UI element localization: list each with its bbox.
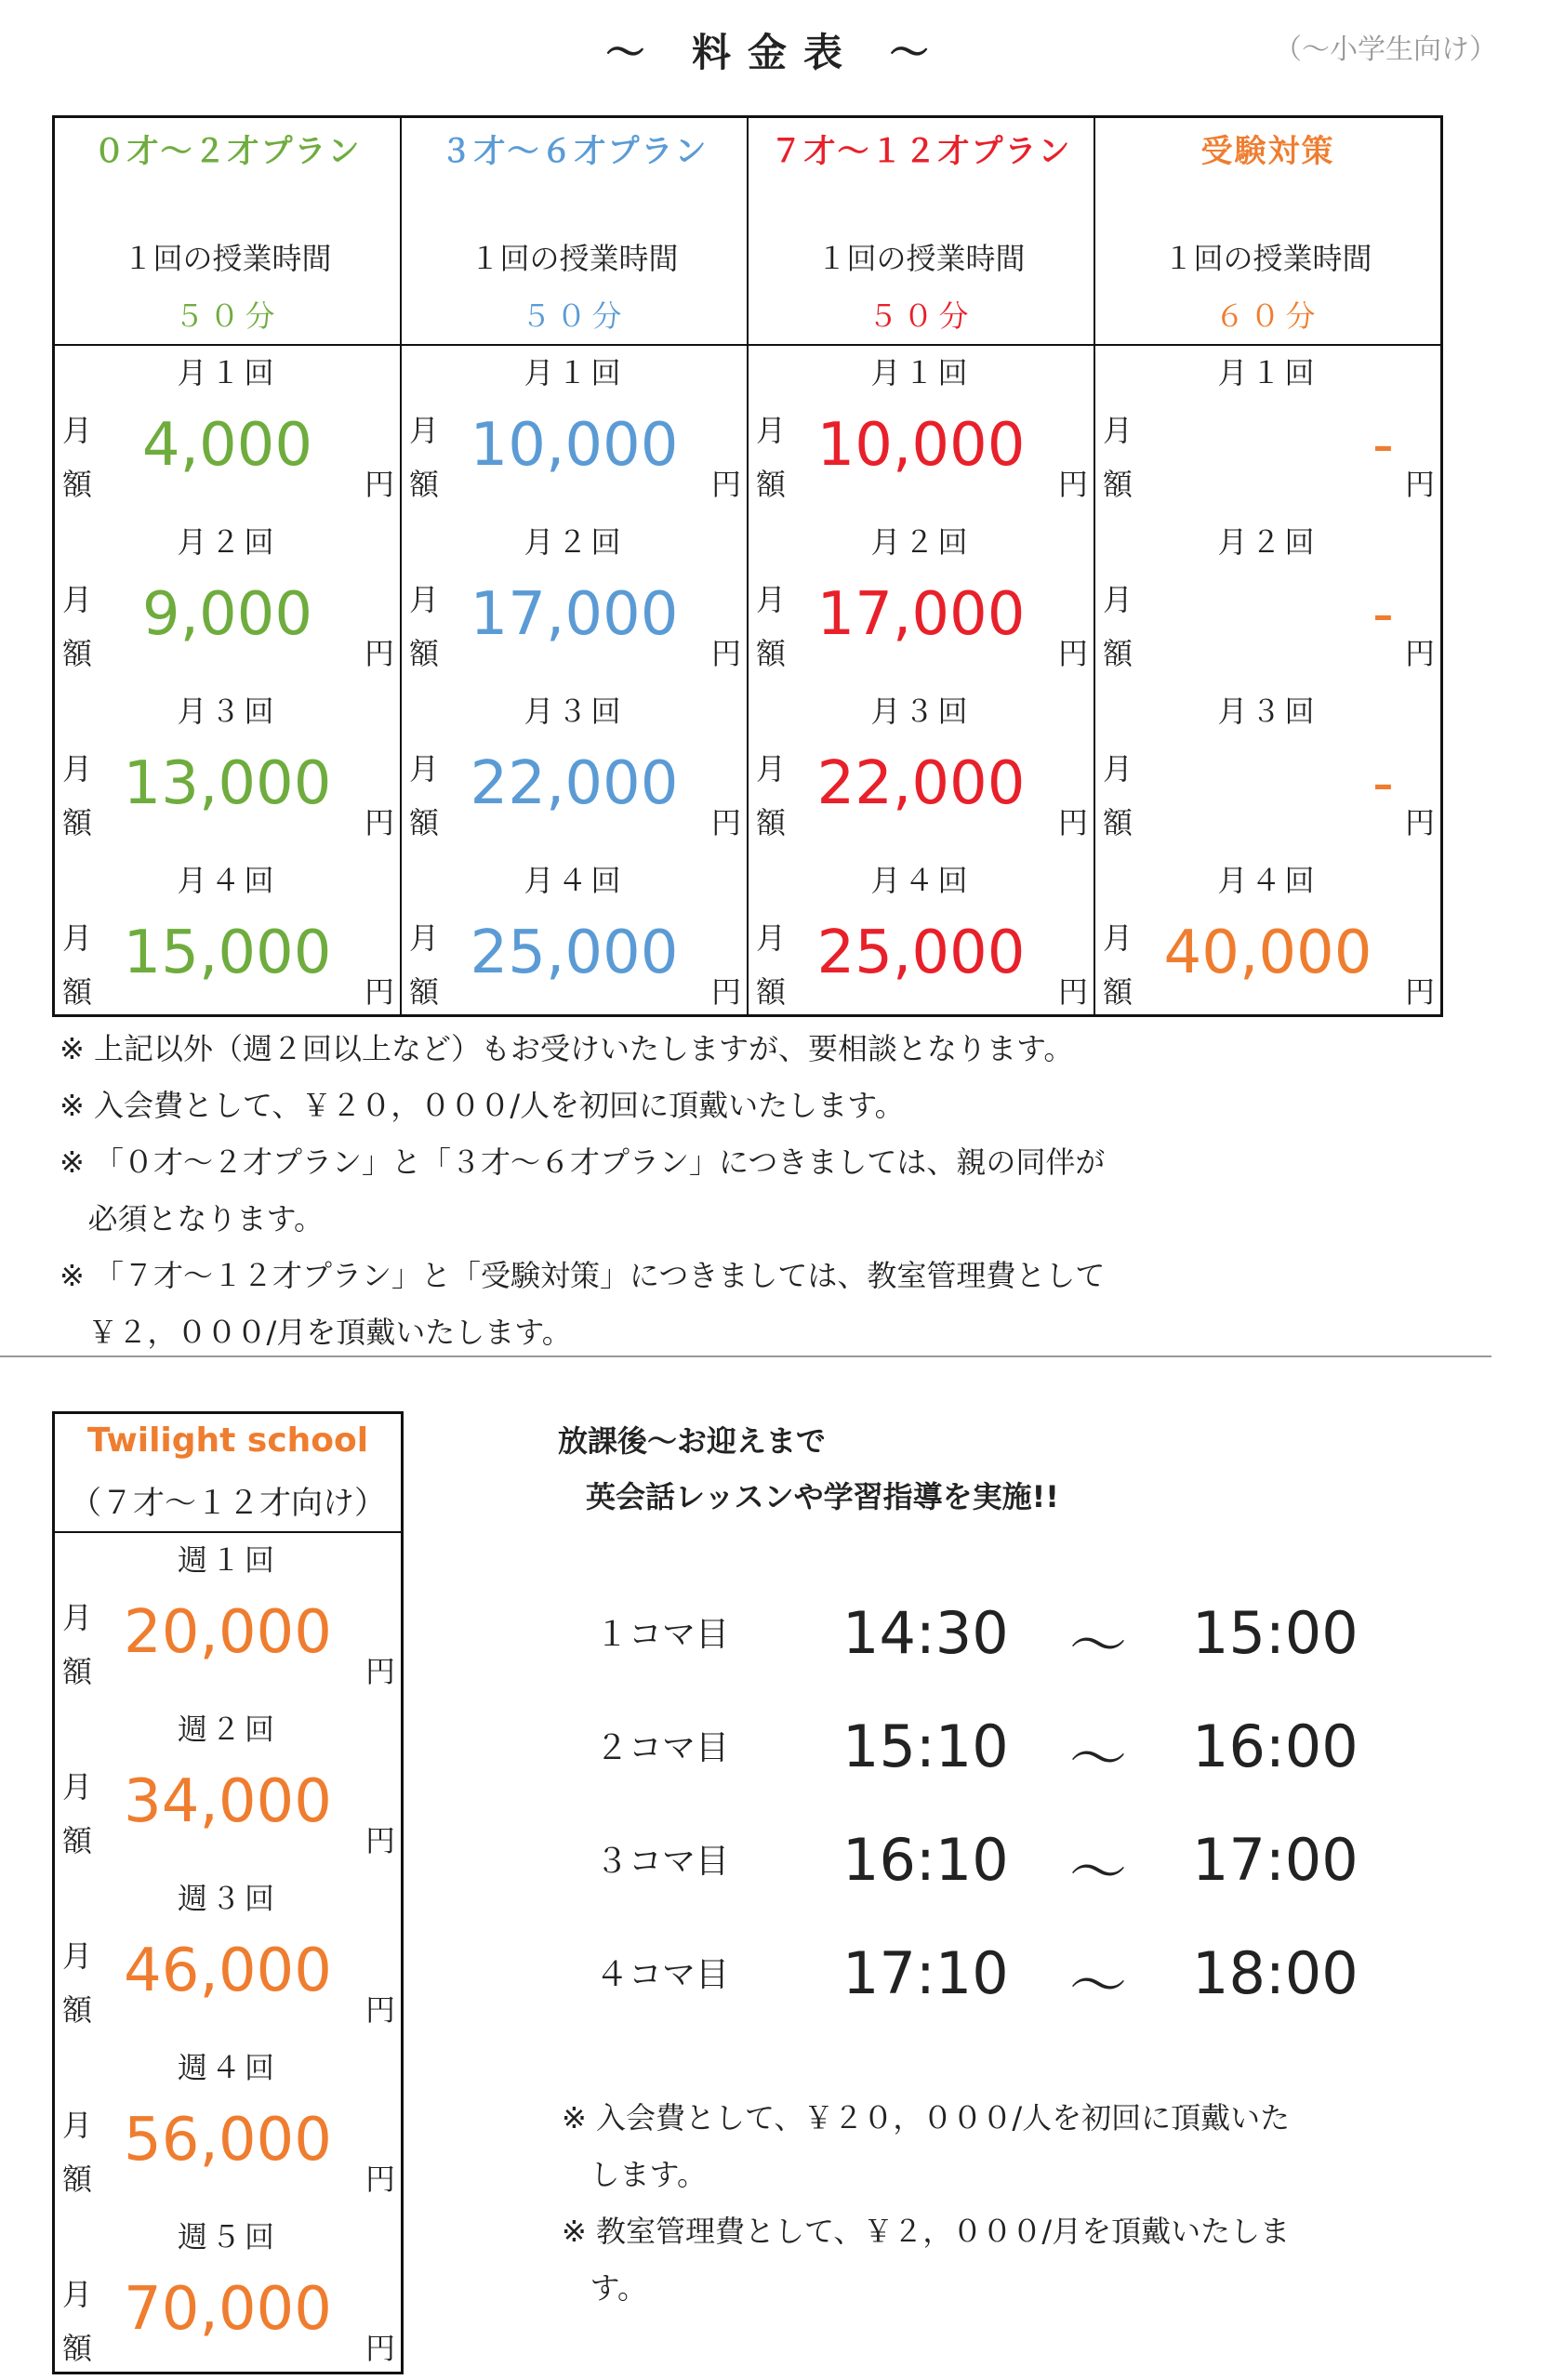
lesson-time-label: １回の授業時間 xyxy=(1163,241,1372,276)
monthly-label-1: 月 xyxy=(62,1938,93,1974)
plan-name: ０才～２才プラン xyxy=(93,133,362,170)
tier-label: 月４回 xyxy=(870,863,972,898)
lesson-minutes: ５０分 xyxy=(868,298,974,334)
monthly-label-1: 月 xyxy=(409,582,440,617)
yen-unit: 円 xyxy=(364,467,394,502)
monthly-label-1: 月 xyxy=(62,1600,93,1635)
tier-label: 月２回 xyxy=(524,524,625,560)
monthly-label-2: 額 xyxy=(62,974,93,1010)
twilight-notes xyxy=(562,2090,1290,2317)
slot-label: １コマ目 xyxy=(595,1616,730,1654)
price-value: 22,000 xyxy=(470,749,679,818)
price-tier xyxy=(749,684,1094,853)
yen-unit: 円 xyxy=(1404,805,1435,840)
monthly-label-2: 額 xyxy=(62,2162,93,2197)
price-value: 56,000 xyxy=(124,2106,332,2175)
plan-header xyxy=(55,118,400,346)
monthly-label-2: 額 xyxy=(62,467,93,502)
slot-separator: ～ xyxy=(1069,1951,1128,2019)
yen-unit: 円 xyxy=(1404,974,1435,1010)
monthly-label-1: 月 xyxy=(409,751,440,787)
yen-unit: 円 xyxy=(710,805,741,840)
twilight-age: （７才～１２才向け） xyxy=(70,1485,386,1522)
monthly-label-1: 月 xyxy=(1103,582,1133,617)
price-tier xyxy=(402,515,747,684)
twilight-tier xyxy=(55,1871,401,2041)
yen-unit: 円 xyxy=(1057,974,1088,1010)
slot-start: 15:10 xyxy=(842,1712,1009,1780)
monthly-label-2: 額 xyxy=(756,805,787,840)
slot-start: 14:30 xyxy=(842,1599,1009,1667)
plan-column xyxy=(55,118,400,1014)
monthly-label-1: 月 xyxy=(756,413,787,448)
price-tier xyxy=(402,346,747,515)
monthly-label-2: 額 xyxy=(756,636,787,671)
price-value: 25,000 xyxy=(470,919,679,987)
monthly-label-2: 額 xyxy=(1103,636,1133,671)
tier-label: 月１回 xyxy=(1217,355,1319,390)
yen-unit: 円 xyxy=(1057,805,1088,840)
yen-unit: 円 xyxy=(710,974,741,1010)
monthly-label-1: 月 xyxy=(62,413,93,448)
note-line: ※ 入会費として、￥２０，０００/人を初回に頂戴いた xyxy=(562,2100,1291,2135)
slot-separator: ～ xyxy=(1069,1611,1128,1679)
twilight-header xyxy=(55,1414,401,1533)
price-tier xyxy=(55,684,400,853)
price-tier xyxy=(1095,515,1440,684)
yen-unit: 円 xyxy=(1057,467,1088,502)
monthly-label-2: 額 xyxy=(62,1823,93,1858)
monthly-label-2: 額 xyxy=(62,636,93,671)
price-value: 4,000 xyxy=(141,411,313,480)
price-value: - xyxy=(1372,411,1394,480)
monthly-label-2: 額 xyxy=(62,1654,93,1689)
section-divider xyxy=(0,1355,1491,1357)
price-value: 20,000 xyxy=(124,1598,332,1667)
yen-unit: 円 xyxy=(364,974,394,1010)
yen-unit: 円 xyxy=(710,636,741,671)
note-line: ※ 教室管理費として、￥２，０００/月を頂戴いたしま xyxy=(562,2214,1291,2249)
plan-name: ７才～１２才プラン xyxy=(770,133,1072,170)
tier-label: 月１回 xyxy=(870,355,972,390)
twilight-tier xyxy=(55,1702,401,1871)
monthly-label-2: 額 xyxy=(1103,467,1133,502)
price-tier xyxy=(55,853,400,1023)
plan-header xyxy=(749,118,1094,346)
monthly-label-2: 額 xyxy=(1103,974,1133,1010)
price-tier xyxy=(55,515,400,684)
tier-label: 月１回 xyxy=(524,355,625,390)
yen-unit: 円 xyxy=(710,467,741,502)
tier-label: 月４回 xyxy=(1217,863,1319,898)
monthly-label-1: 月 xyxy=(756,751,787,787)
tier-label: 月１回 xyxy=(177,355,278,390)
lesson-time-label: １回の授業時間 xyxy=(816,241,1026,276)
lesson-minutes: ６０分 xyxy=(1214,298,1321,334)
slot-label: ２コマ目 xyxy=(595,1729,730,1767)
note-line: す。 xyxy=(562,2270,647,2306)
yen-unit: 円 xyxy=(364,805,394,840)
price-tier xyxy=(402,684,747,853)
price-value: 13,000 xyxy=(123,749,332,818)
yen-unit: 円 xyxy=(1057,636,1088,671)
price-value: 70,000 xyxy=(124,2275,332,2344)
tier-label: 月３回 xyxy=(177,694,278,729)
twilight-intro xyxy=(558,1413,1059,1525)
twilight-tier xyxy=(55,1533,401,1702)
price-value: 17,000 xyxy=(816,580,1026,649)
page-subtitle: （～小学生向け） xyxy=(1274,33,1497,66)
yen-unit: 円 xyxy=(1404,467,1435,502)
slot-separator: ～ xyxy=(1069,1838,1128,1906)
slot-end: 18:00 xyxy=(1192,1939,1359,2007)
monthly-label-2: 額 xyxy=(62,805,93,840)
yen-unit: 円 xyxy=(365,1654,395,1689)
monthly-label-2: 額 xyxy=(409,805,440,840)
monthly-label-1: 月 xyxy=(62,751,93,787)
slot-start: 16:10 xyxy=(842,1826,1009,1894)
tier-label: 月３回 xyxy=(524,694,625,729)
lesson-time-label: １回の授業時間 xyxy=(123,241,332,276)
note-line: ￥２，０００/月を頂戴いたします。 xyxy=(60,1315,572,1350)
price-value: - xyxy=(1372,580,1394,649)
note-line: ※ 入会費として、￥２０，０００/人を初回に頂戴いたします。 xyxy=(60,1088,905,1123)
slot-label: ４コマ目 xyxy=(595,1956,730,1994)
slot-label: ３コマ目 xyxy=(595,1843,730,1881)
plan-column xyxy=(400,118,747,1014)
price-value: - xyxy=(1372,749,1394,818)
price-value: 46,000 xyxy=(124,1937,332,2005)
tier-label: 月２回 xyxy=(870,524,972,560)
page-title: ～ 料金表 ～ xyxy=(605,30,946,75)
monthly-label-1: 月 xyxy=(1103,920,1133,956)
price-value: 9,000 xyxy=(141,580,313,649)
monthly-label-1: 月 xyxy=(1103,413,1133,448)
monthly-label-1: 月 xyxy=(1103,751,1133,787)
tier-label: 週２回 xyxy=(177,1712,278,1747)
twilight-name: Twilight school xyxy=(86,1421,369,1460)
plan-column xyxy=(747,118,1094,1014)
tier-label: 週５回 xyxy=(177,2219,278,2254)
monthly-label-1: 月 xyxy=(62,2108,93,2143)
plan-header xyxy=(402,118,747,346)
intro-line-1: 放課後～お迎えまで xyxy=(558,1423,827,1459)
price-tier xyxy=(749,515,1094,684)
monthly-label-2: 額 xyxy=(409,636,440,671)
plan-column xyxy=(1094,118,1440,1014)
monthly-label-1: 月 xyxy=(62,2277,93,2312)
tier-label: 月３回 xyxy=(870,694,972,729)
tier-label: 週３回 xyxy=(177,1881,278,1916)
note-line: ※ 「７才～１２才プラン」と「受験対策」につきましては、教室管理費として xyxy=(60,1258,1106,1293)
price-tier xyxy=(1095,346,1440,515)
price-value: 40,000 xyxy=(1163,919,1372,987)
price-value: 17,000 xyxy=(470,580,679,649)
price-value: 25,000 xyxy=(816,919,1026,987)
monthly-label-1: 月 xyxy=(62,1769,93,1805)
fee-table xyxy=(52,115,1443,1017)
slot-end: 15:00 xyxy=(1192,1599,1359,1667)
price-value: 10,000 xyxy=(816,411,1026,480)
twilight-table xyxy=(52,1411,404,2374)
price-tier xyxy=(749,853,1094,1023)
slot-end: 17:00 xyxy=(1192,1826,1359,1894)
price-value: 15,000 xyxy=(123,919,332,987)
tier-label: 週４回 xyxy=(177,2050,278,2085)
monthly-label-1: 月 xyxy=(756,920,787,956)
monthly-label-2: 額 xyxy=(62,1992,93,2028)
tier-label: 月３回 xyxy=(1217,694,1319,729)
slot-start: 17:10 xyxy=(842,1939,1009,2007)
monthly-label-2: 額 xyxy=(1103,805,1133,840)
tier-label: 月２回 xyxy=(177,524,278,560)
monthly-label-1: 月 xyxy=(409,920,440,956)
yen-unit: 円 xyxy=(365,1992,395,2028)
lesson-minutes: ５０分 xyxy=(174,298,281,334)
tier-label: 月２回 xyxy=(1217,524,1319,560)
tier-label: 週１回 xyxy=(177,1542,278,1578)
note-line: ※ 「０才～２才プラン」と「３才～６才プラン」につきましては、親の同伴が xyxy=(60,1144,1106,1180)
yen-unit: 円 xyxy=(364,636,394,671)
price-tier xyxy=(1095,684,1440,853)
plan-header xyxy=(1095,118,1440,346)
slot-end: 16:00 xyxy=(1192,1712,1359,1780)
twilight-tier xyxy=(55,2041,401,2210)
tier-label: 月４回 xyxy=(524,863,625,898)
tier-label: 月４回 xyxy=(177,863,278,898)
yen-unit: 円 xyxy=(1404,636,1435,671)
lesson-time-label: １回の授業時間 xyxy=(470,241,679,276)
note-line: 必須となります。 xyxy=(60,1201,324,1236)
twilight-tier xyxy=(55,2210,401,2379)
note-line: します。 xyxy=(562,2157,707,2192)
price-value: 10,000 xyxy=(470,411,679,480)
plan-name: 受験対策 xyxy=(1200,133,1335,170)
lesson-minutes: ５０分 xyxy=(521,298,628,334)
monthly-label-2: 額 xyxy=(409,467,440,502)
price-tier xyxy=(1095,853,1440,1023)
monthly-label-1: 月 xyxy=(62,920,93,956)
price-value: 22,000 xyxy=(816,749,1026,818)
monthly-label-1: 月 xyxy=(62,582,93,617)
slot-separator: ～ xyxy=(1069,1725,1128,1792)
yen-unit: 円 xyxy=(365,2162,395,2197)
monthly-label-2: 額 xyxy=(409,974,440,1010)
monthly-label-2: 額 xyxy=(62,2331,93,2366)
monthly-label-2: 額 xyxy=(756,974,787,1010)
yen-unit: 円 xyxy=(365,1823,395,1858)
monthly-label-1: 月 xyxy=(756,582,787,617)
price-tier xyxy=(402,853,747,1023)
plan-name: ３才～６才プラン xyxy=(440,133,709,170)
note-line: ※ 上記以外（週２回以上など）もお受けいたしますが、要相談となります。 xyxy=(60,1031,1074,1066)
fee-notes xyxy=(60,1021,1105,1361)
price-value: 34,000 xyxy=(124,1767,332,1836)
yen-unit: 円 xyxy=(365,2331,395,2366)
monthly-label-2: 額 xyxy=(756,467,787,502)
price-tier xyxy=(749,346,1094,515)
intro-line-2: 英会話レッスンや学習指導を実施!! xyxy=(586,1479,1059,1514)
price-tier xyxy=(55,346,400,515)
monthly-label-1: 月 xyxy=(409,413,440,448)
